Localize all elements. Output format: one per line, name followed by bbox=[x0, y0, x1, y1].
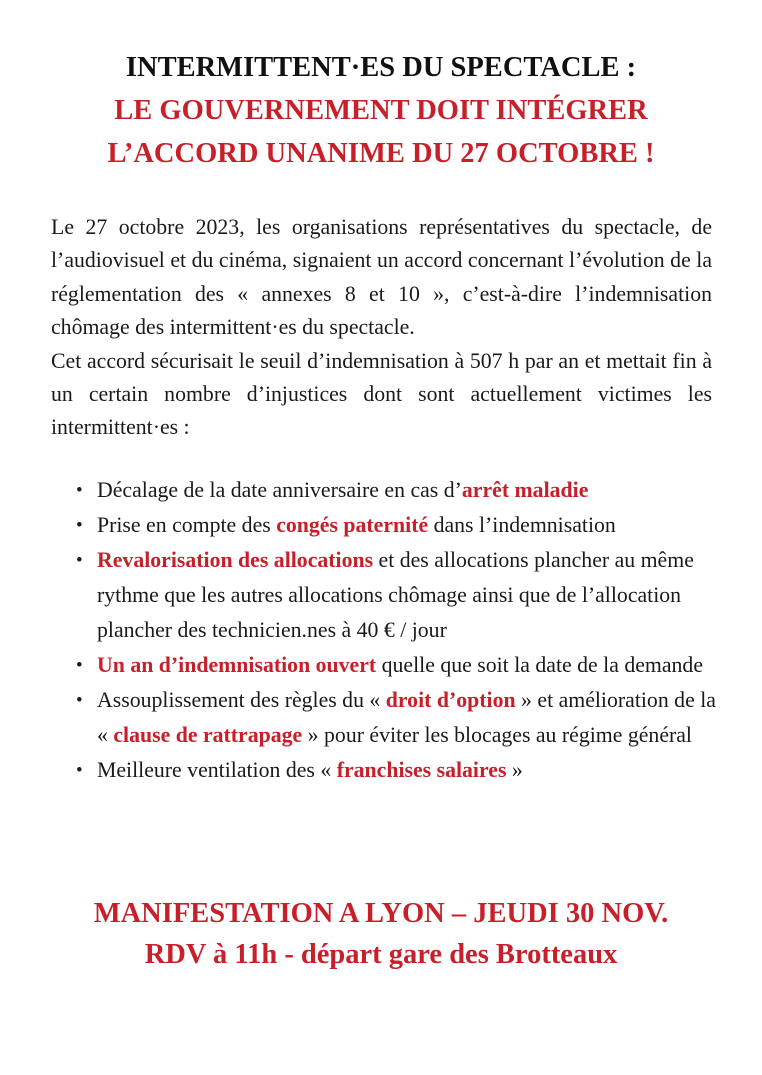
intro-paragraph-1: Le 27 octobre 2023, les organisations représentatives du spectacle, de l’audiovisuel et du cinéma, signaient un accord concernant l’évolution de la réglementation des « annexes 8 et 10 », c’est-à-dire l’indemnisation chômage des intermittent·es du spectacle. bbox=[51, 215, 712, 340]
item-highlight: Un an d’indemnisation ouvert bbox=[97, 653, 377, 677]
bullet-icon: • bbox=[76, 480, 83, 501]
item-highlight: franchises salaires bbox=[336, 758, 507, 782]
item-text: Décalage de la date anniversaire en cas d’ bbox=[97, 478, 462, 502]
item-text: Meilleure ventilation des « bbox=[97, 758, 337, 782]
event-announcement: MANIFESTATION A LYON – JEUDI 30 NOV. bbox=[93, 898, 669, 929]
item-highlight: droit d’option bbox=[385, 688, 516, 712]
list-item bbox=[0, 473, 762, 508]
item-text: » et amélioration de la « bbox=[97, 688, 716, 747]
title-line-2: LE GOUVERNEMENT DOIT INTÉGRER bbox=[114, 95, 648, 126]
bullet-icon: • bbox=[76, 515, 83, 536]
item-highlight: congés paternité bbox=[276, 513, 429, 537]
meeting-details: RDV à 11h - départ gare des Brotteaux bbox=[144, 939, 618, 970]
bullet-icon: • bbox=[76, 690, 83, 711]
title-line-3: L’ACCORD UNANIME DU 27 OCTOBRE ! bbox=[107, 138, 655, 169]
item-highlight: Revalorisation des allocations bbox=[97, 548, 374, 572]
item-text: Prise en compte des bbox=[97, 513, 277, 537]
demands-list bbox=[0, 473, 762, 788]
item-highlight: clause de rattrapage bbox=[113, 723, 303, 747]
bullet-icon: • bbox=[76, 655, 83, 676]
item-text: Assouplissement des règles du « bbox=[97, 688, 386, 712]
item-text: et des allocations plancher au même rythme que les autres allocations chômage ainsi que de l’allocation plancher des technicien.nes à 40 € / jour bbox=[97, 548, 694, 642]
intro-paragraph-2: Cet accord sécurisait le seuil d’indemnisation à 507 h par an et mettait fin à un certain nombre d’injustices dont sont actuellement victimes les intermittent·es : bbox=[51, 348, 712, 440]
list-item bbox=[0, 648, 762, 683]
list-item bbox=[0, 543, 762, 648]
item-text: dans l’indemnisation bbox=[428, 513, 616, 537]
item-highlight: arrêt maladie bbox=[461, 478, 589, 502]
list-item bbox=[0, 508, 762, 543]
item-text: » bbox=[506, 758, 523, 782]
title-line-1: INTERMITTENT·ES DU SPECTACLE : bbox=[125, 52, 637, 83]
list-item bbox=[0, 683, 762, 753]
list-item bbox=[0, 753, 762, 788]
intro-text bbox=[51, 211, 712, 445]
item-text: quelle que soit la date de la demande bbox=[376, 653, 703, 677]
bullet-icon: • bbox=[76, 760, 83, 781]
bullet-icon: • bbox=[76, 550, 83, 571]
item-text: » pour éviter les blocages au régime général bbox=[302, 723, 692, 747]
